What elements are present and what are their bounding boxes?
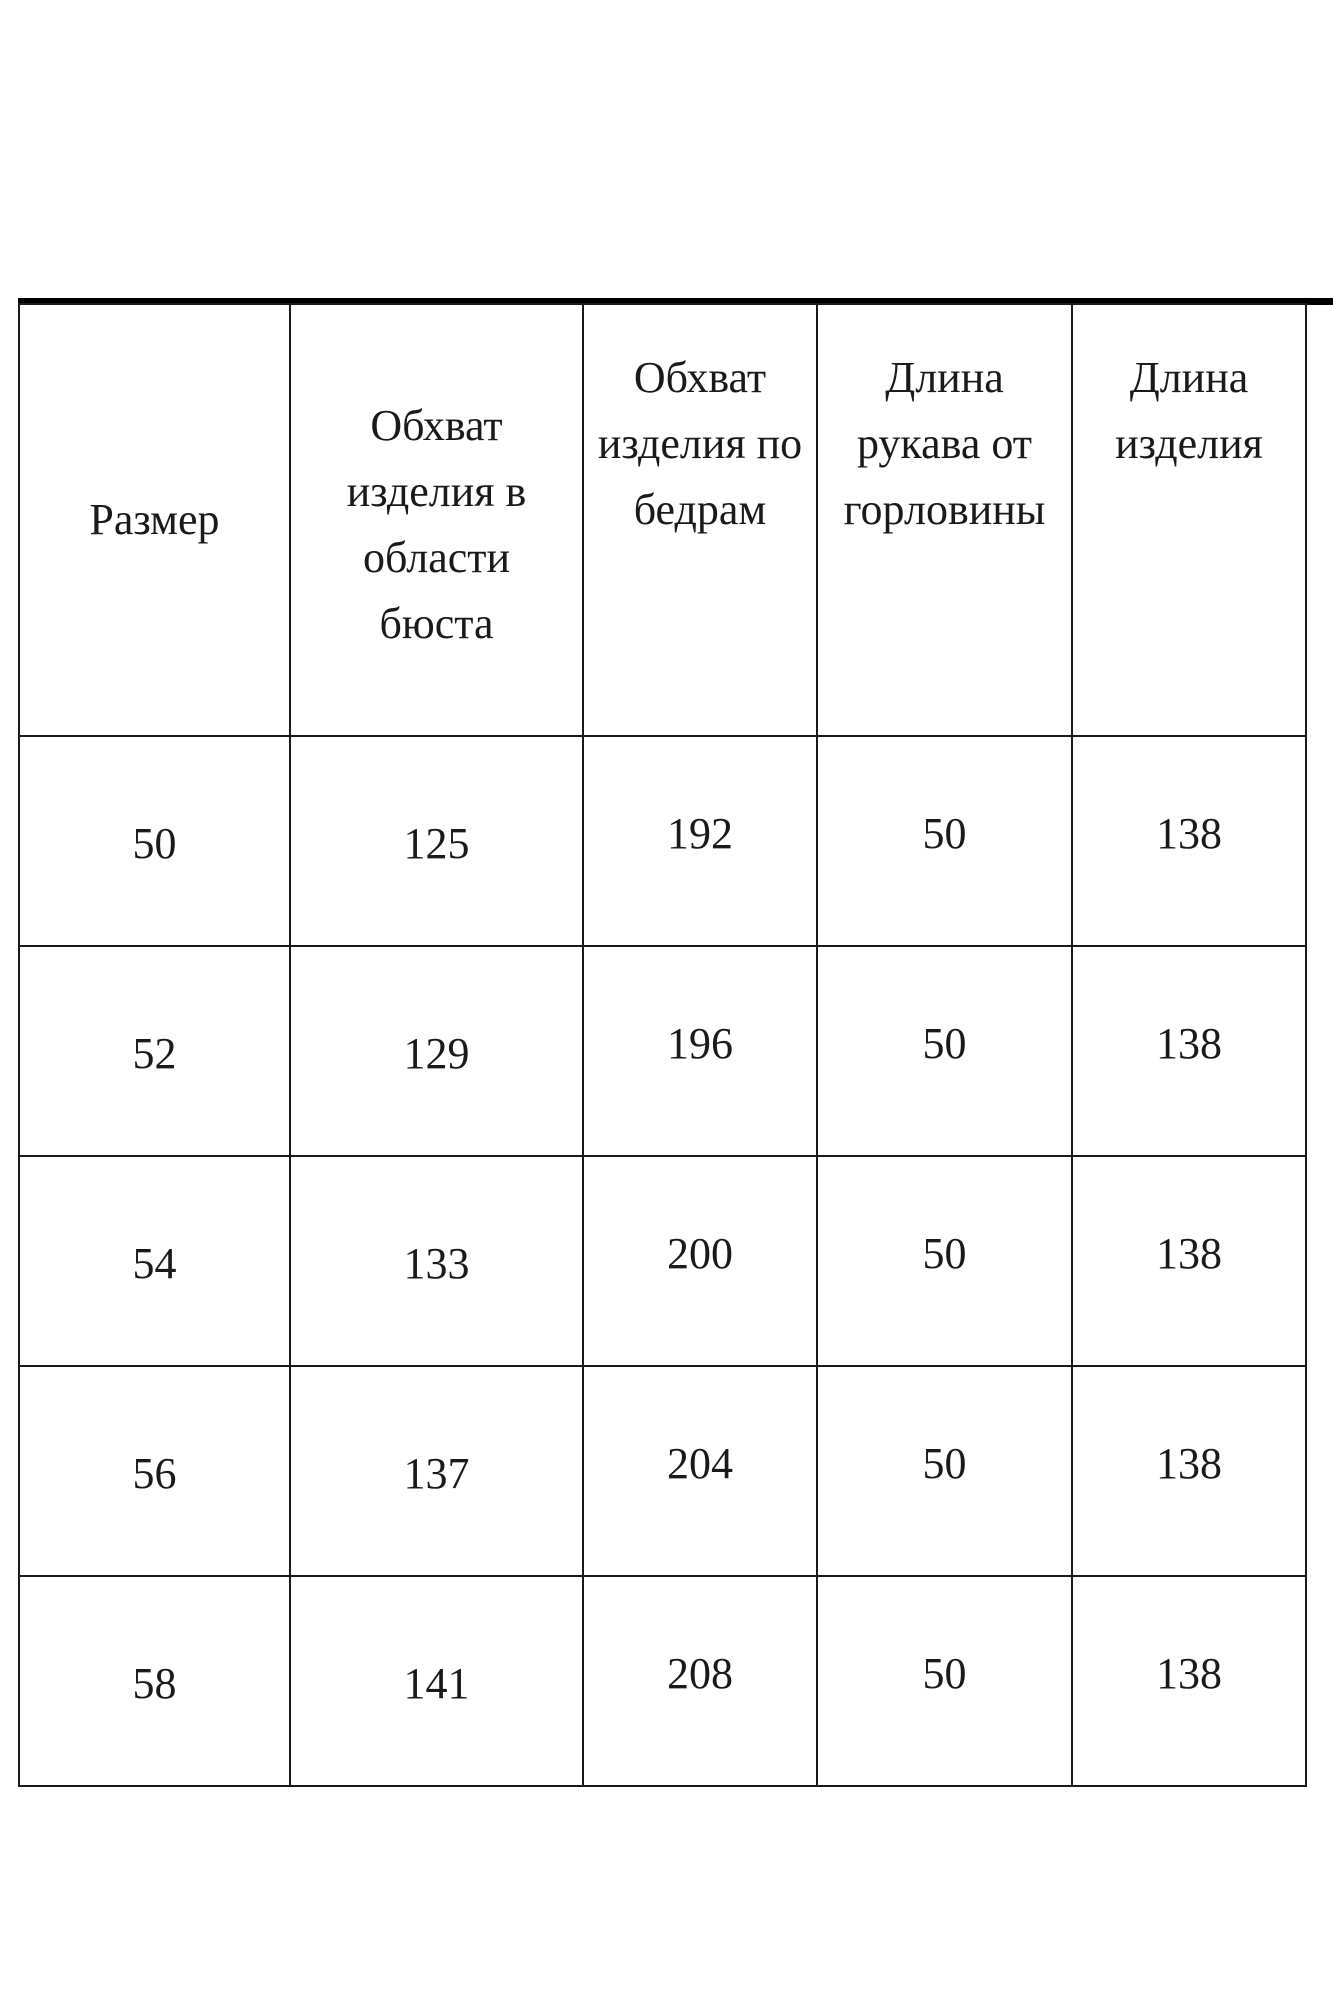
cell-hip: 196 xyxy=(583,946,817,1156)
header-sleeve-length xyxy=(817,304,1072,736)
header-bust-label: Обхват изделия в области бюста xyxy=(346,401,527,648)
cell-hip: 204 xyxy=(583,1366,817,1576)
table-row xyxy=(19,1576,1306,1786)
cell-bust: 129 xyxy=(290,946,583,1156)
header-sleeve-label: Длина рукава от горловины xyxy=(843,353,1046,534)
header-garment-length xyxy=(1072,304,1306,736)
cell-bust: 141 xyxy=(290,1576,583,1786)
cell-hip: 208 xyxy=(583,1576,817,1786)
header-hip-label: Обхват изделия по бедрам xyxy=(597,353,803,534)
cell-length: 138 xyxy=(1072,736,1306,946)
table-row xyxy=(19,946,1306,1156)
cell-size: 50 xyxy=(19,736,290,946)
cell-length: 138 xyxy=(1072,1366,1306,1576)
cell-sleeve: 50 xyxy=(817,1576,1072,1786)
cell-sleeve: 50 xyxy=(817,1156,1072,1366)
header-length-label: Длина изделия xyxy=(1115,353,1263,468)
table-row xyxy=(19,1366,1306,1576)
header-hip-circumference xyxy=(583,304,817,736)
cell-length: 138 xyxy=(1072,946,1306,1156)
cell-length: 138 xyxy=(1072,1156,1306,1366)
header-size-label: Размер xyxy=(89,495,220,544)
table-row xyxy=(19,1156,1306,1366)
cell-bust: 125 xyxy=(290,736,583,946)
cell-sleeve: 50 xyxy=(817,1366,1072,1576)
cell-size: 52 xyxy=(19,946,290,1156)
cell-size: 56 xyxy=(19,1366,290,1576)
cell-hip: 192 xyxy=(583,736,817,946)
header-size xyxy=(19,304,290,736)
cell-sleeve: 50 xyxy=(817,946,1072,1156)
table-header-row xyxy=(19,304,1306,736)
cell-size: 54 xyxy=(19,1156,290,1366)
cell-sleeve: 50 xyxy=(817,736,1072,946)
size-chart-table xyxy=(18,303,1307,1787)
header-bust-circumference xyxy=(290,304,583,736)
cell-size: 58 xyxy=(19,1576,290,1786)
cell-hip: 200 xyxy=(583,1156,817,1366)
cell-bust: 133 xyxy=(290,1156,583,1366)
cell-bust: 137 xyxy=(290,1366,583,1576)
table-row xyxy=(19,736,1306,946)
cell-length: 138 xyxy=(1072,1576,1306,1786)
